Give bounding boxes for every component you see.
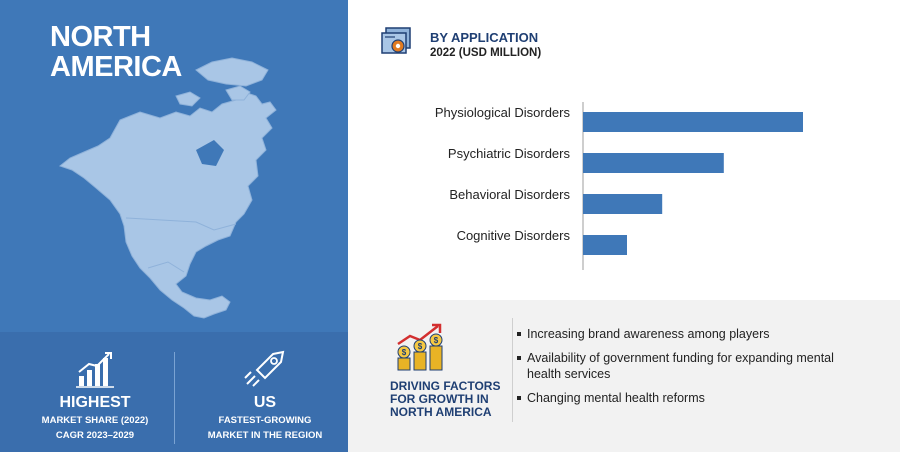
drivers-title-line2: FOR GROWTH IN: [390, 392, 489, 406]
bullet-icon: [517, 396, 521, 400]
svg-text:$: $: [401, 348, 407, 357]
stat-highest: [15, 350, 175, 442]
stat-highest-value: HIGHEST: [59, 394, 131, 411]
growth-chart-icon: [73, 350, 117, 390]
drivers-title-line3: NORTH AMERICA: [390, 405, 492, 419]
list-item-text: Increasing brand awareness among players: [527, 327, 770, 341]
rocket-icon: [243, 350, 287, 390]
region-title-line1: NORTH: [50, 21, 151, 53]
bullet-icon: [517, 356, 521, 360]
drivers-title: [390, 380, 500, 419]
list-item: [517, 326, 857, 342]
drivers-list: [517, 326, 857, 414]
stat-highest-label2: CAGR 2023–2029: [55, 430, 135, 441]
region-title: [50, 22, 182, 82]
bar: [583, 153, 724, 173]
stat-us: [185, 350, 345, 442]
drivers-divider: [512, 318, 513, 422]
category-label: Psychiatric Disorders: [447, 146, 570, 161]
chart-subtitle: 2022 (USD MILLION): [430, 47, 542, 59]
list-item: [517, 390, 857, 406]
list-item-text: Availability of government funding for expanding mental health services: [527, 351, 834, 381]
category-label: Cognitive Disorders: [456, 228, 570, 243]
svg-text:$: $: [417, 342, 423, 351]
list-item: [517, 350, 857, 382]
settings-screen-icon: [380, 26, 414, 58]
stats-divider: [174, 352, 175, 444]
bar-chart: [348, 90, 900, 280]
money-growth-icon: [394, 322, 450, 372]
category-label: Physiological Disorders: [434, 105, 570, 120]
svg-text:$: $: [433, 336, 439, 345]
list-item-text: Changing mental health reforms: [527, 391, 705, 405]
bullet-icon: [517, 332, 521, 336]
stat-highest-label1: MARKET SHARE (2022): [41, 415, 149, 426]
drivers-title-line1: DRIVING FACTORS: [390, 379, 501, 393]
category-label: Behavioral Disorders: [449, 187, 570, 202]
stat-us-value: US: [253, 394, 277, 411]
bar: [583, 112, 803, 132]
bar: [583, 235, 627, 255]
region-title-line2: AMERICA: [50, 51, 182, 83]
bar: [583, 194, 662, 214]
chart-title: BY APPLICATION: [430, 30, 539, 45]
stat-us-label2: MARKET IN THE REGION: [207, 430, 323, 441]
chart-header: [430, 30, 541, 59]
stat-us-label1: FASTEST-GROWING: [218, 415, 312, 426]
